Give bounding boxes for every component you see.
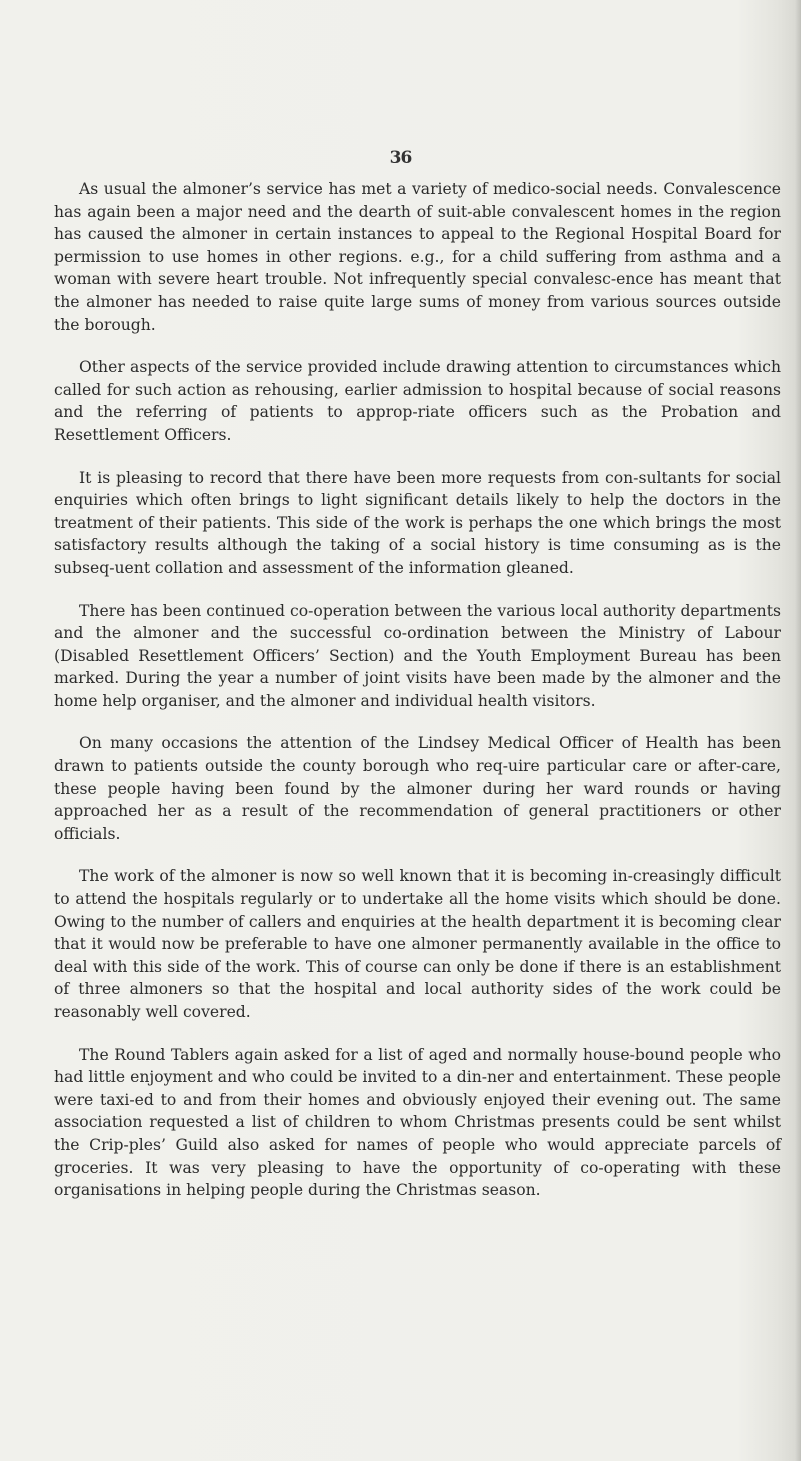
paragraph-round-tablers: The Round Tablers again asked for a list of aged and normally house-bound people who had little enjoyment and who could be invited to a din-ner and entertainment. These people were taxi-ed to and from their homes and obviously enjoyed their evening out. The same association requested a list of children to whom Christmas presents could be sent whilst the Crip-ples’ Guild also asked for names of people who would appreciate parcels of groceries. It was very pleasing to have the opportunity of co-operating with these organisations in helping people during the Christmas season. <box>54 1045 781 1200</box>
paragraph-almoner-service: As usual the almoner’s service has met a variety of medico-social needs. Convalescence has again been a major need and the dearth of suit-able convalescent homes in the region has caused the almoner in certain instances to appeal to the Regional Hospital Board for permission to use homes in other regions. e.g., for a child suffering from asthma and a woman with severe heart trouble. Not infrequently special convalesc-ence has meant that the almoner has needed to raise quite large sums of money from various sources outside the borough. <box>54 180 781 334</box>
paragraph-consultant-requests: It is pleasing to record that there have been more requests from con-sultants for social enquiries which often brings to light significant details likely to help the doctors in the treatment of their patients. This side of the work is perhaps the one which brings the most satisfactory results although the taking of a social history is time consuming as is the subseq-uent collation and assessment of the information gleaned. <box>54 468 781 577</box>
paragraph-lindsey-medical-officer: On many occasions the attention of the Lindsey Medical Officer of Health has been drawn to patients outside the county borough who req-uire particular care or after-care, these people having been found by the almoner during her ward rounds or having approached her as a result of the recommendation of general practitioners or other officials. <box>54 734 781 843</box>
paragraph-other-aspects: Other aspects of the service provided include drawing attention to circumstances which called for such action as rehousing, earlier admission to hospital because of social reasons and the referring of patients to approp-riate officers such as the Probation and Resettlement Officers. <box>54 358 781 444</box>
paragraph-workload: The work of the almoner is now so well known that it is becoming in-creasingly difficult to attend the hospitals regularly or to undertake all the home visits which should be done. Owing to the number of callers and enquiries at the health department it is becoming clear that it would now be preferable to have one almoner permanently available in the office to deal with this side of the work. This of course can only be done if there is an establishment of three almoners so that the hospital and local authority sides of the work could be reasonably well covered. <box>54 867 781 1021</box>
body-text <box>54 178 781 1222</box>
page-edge-shadow <box>795 0 801 1461</box>
paragraph-co-operation: There has been continued co-operation between the various local authority departments and the almoner and the successful co-ordination between the Ministry of Labour (Disabled Resettlement Officers’ Section) and the Youth Employment Bureau has been marked. During the year a number of joint visits have been made by the almoner and the home help organiser, and the almoner and individual health visitors. <box>54 601 781 710</box>
page-number: 36 <box>389 148 412 168</box>
